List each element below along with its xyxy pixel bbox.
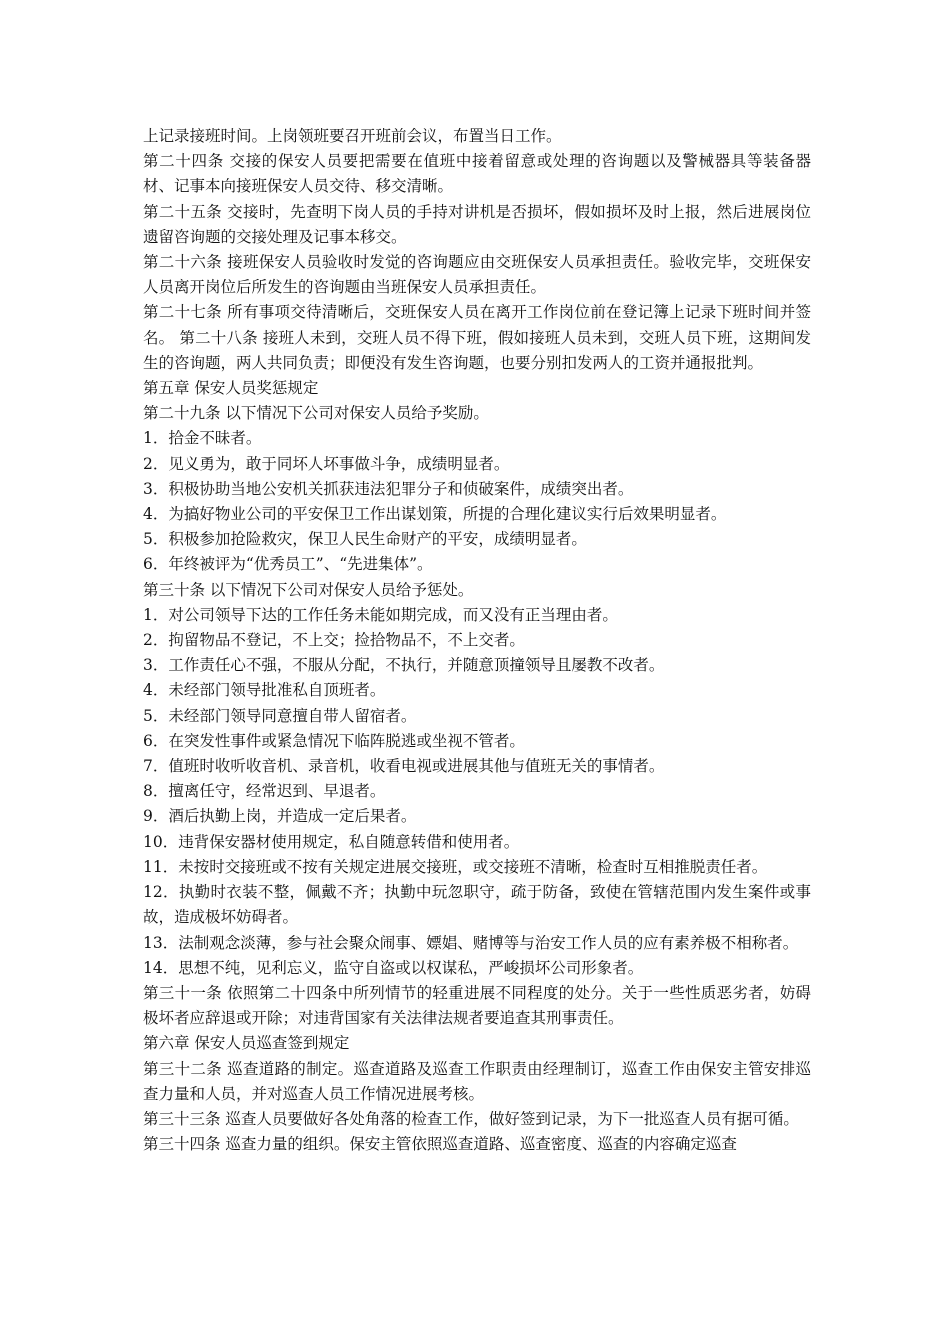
list-item: 10．违背保安器材使用规定，私自随意转借和使用者。	[143, 832, 520, 851]
text-line: 第二十九条 以下情况下公司对保安人员给予奖励。	[143, 404, 489, 423]
list-item: 8．擅离任守，经常迟到、早退者。	[143, 782, 386, 801]
list-item: 4．未经部门领导批准私自顶班者。	[143, 681, 386, 700]
text-line: 第三十二条 巡查道路的制定。巡查道路及巡查工作职责由经理制订，巡查工作由保安主管安排巡查力量和人员，并对巡查人员工作情况进展考核。	[143, 1059, 811, 1103]
list-item: 5．积极参加抢险救灾，保卫人民生命财产的平安，成绩明显者。	[143, 530, 587, 549]
list-item: 12．执勤时衣装不整，佩戴不齐；执勤中玩忽职守，疏于防备，致使在管辖范围内发生案件或事故，造成极坏妨碍者。	[143, 883, 811, 927]
list-item: 14．思想不纯，见利忘义，监守自盗或以权谋私，严峻损坏公司形象者。	[143, 958, 644, 977]
list-item: 1．对公司领导下达的工作任务未能如期完成，而又没有正当理由者。	[143, 605, 618, 624]
list-item: 6．年终被评为“优秀员工”、“先进集体”。	[143, 555, 433, 574]
text-line: 第二十四条 交接的保安人员要把需要在值班中接着留意或处理的咨询题以及警械器具等装备器材、记事本向接班保安人员交待、移交清晰。	[143, 152, 811, 196]
text-line: 上记录接班时间。上岗领班要召开班前会议，布置当日工作。	[143, 127, 562, 145]
text-line: 第三十一条 依照第二十四条中所列情节的轻重进展不同程度的处分。关于一些性质恶劣者，妨碍极坏者应辞退或开除；对违背国家有关法律法规者要追查其刑事责任。	[143, 983, 811, 1028]
list-item: 5．未经部门领导同意擅自带人留宿者。	[143, 706, 417, 725]
list-item: 3．积极协助当地公安机关抓获违法犯罪分子和侦破案件，成绩突出者。	[143, 479, 634, 498]
list-item: 2．见义勇为，敢于同坏人坏事做斗争，成绩明显者。	[143, 454, 510, 473]
list-item: 4．为搞好物业公司的平安保卫工作出谋划策，所提的合理化建议实行后效果明显者。	[143, 505, 727, 524]
list-item: 7．值班时收听收音机、录音机，收看电视或进展其他与值班无关的事情者。	[143, 757, 665, 776]
text-line: 第三十三条 巡查人员要做好各处角落的检查工作，做好签到记录，为下一批巡查人员有据可循。	[143, 1109, 799, 1128]
list-item: 11．未按时交接班或不按有关规定进展交接班，或交接班不清晰，检查时互相推脱责任者。	[143, 857, 768, 876]
list-item: 3．工作责任心不强，不服从分配，不执行，并随意顶撞领导且屡教不改者。	[143, 656, 665, 675]
text-line: 第二十六条 接班保安人员验收时发觉的咨询题应由交班保安人员承担责任。验收完毕，交班保安人员离开岗位后所发生的咨询题由当班保安人员承担责任。	[143, 253, 811, 297]
text-line: 第二十七条 所有事项交待清晰后，交班保安人员在离开工作岗位前在登记簿上记录下班时间并签名。 第二十八条 接班人未到，交班人员不得下班，假如接班人员未到，交班人员下班，这期间发生的咨询题，两人共同负责；即便没有发生咨询题，也要分别扣发两人的工资并通报批判。	[143, 303, 811, 372]
list-item: 13．法制观念淡薄，参与社会聚众闹事、嫖娼、赌博等与治安工作人员的应有素养极不相称者。	[143, 933, 799, 952]
document-page	[143, 124, 811, 1157]
text-line: 第三十四条 巡查力量的组织。保安主管依照巡查道路、巡查密度、巡查的内容确定巡查	[143, 1135, 737, 1154]
chapter-heading: 第五章 保安人员奖惩规定	[143, 379, 319, 398]
list-item: 1．拾金不昧者。	[143, 429, 262, 448]
list-item: 2．拘留物品不登记，不上交；捡拾物品不，不上交者。	[143, 631, 525, 650]
chapter-heading: 第六章 保安人员巡查签到规定	[143, 1034, 350, 1053]
list-item: 6．在突发性事件或紧急情况下临阵脱逃或坐视不管者。	[143, 731, 525, 750]
list-item: 9．酒后执勤上岗，并造成一定后果者。	[143, 807, 417, 826]
text-line: 第三十条 以下情况下公司对保安人员给予惩处。	[143, 580, 474, 599]
text-line: 第二十五条 交接时，先查明下岗人员的手持对讲机是否损坏，假如损坏及时上报，然后进展岗位遗留咨询题的交接处理及记事本移交。	[143, 202, 811, 246]
